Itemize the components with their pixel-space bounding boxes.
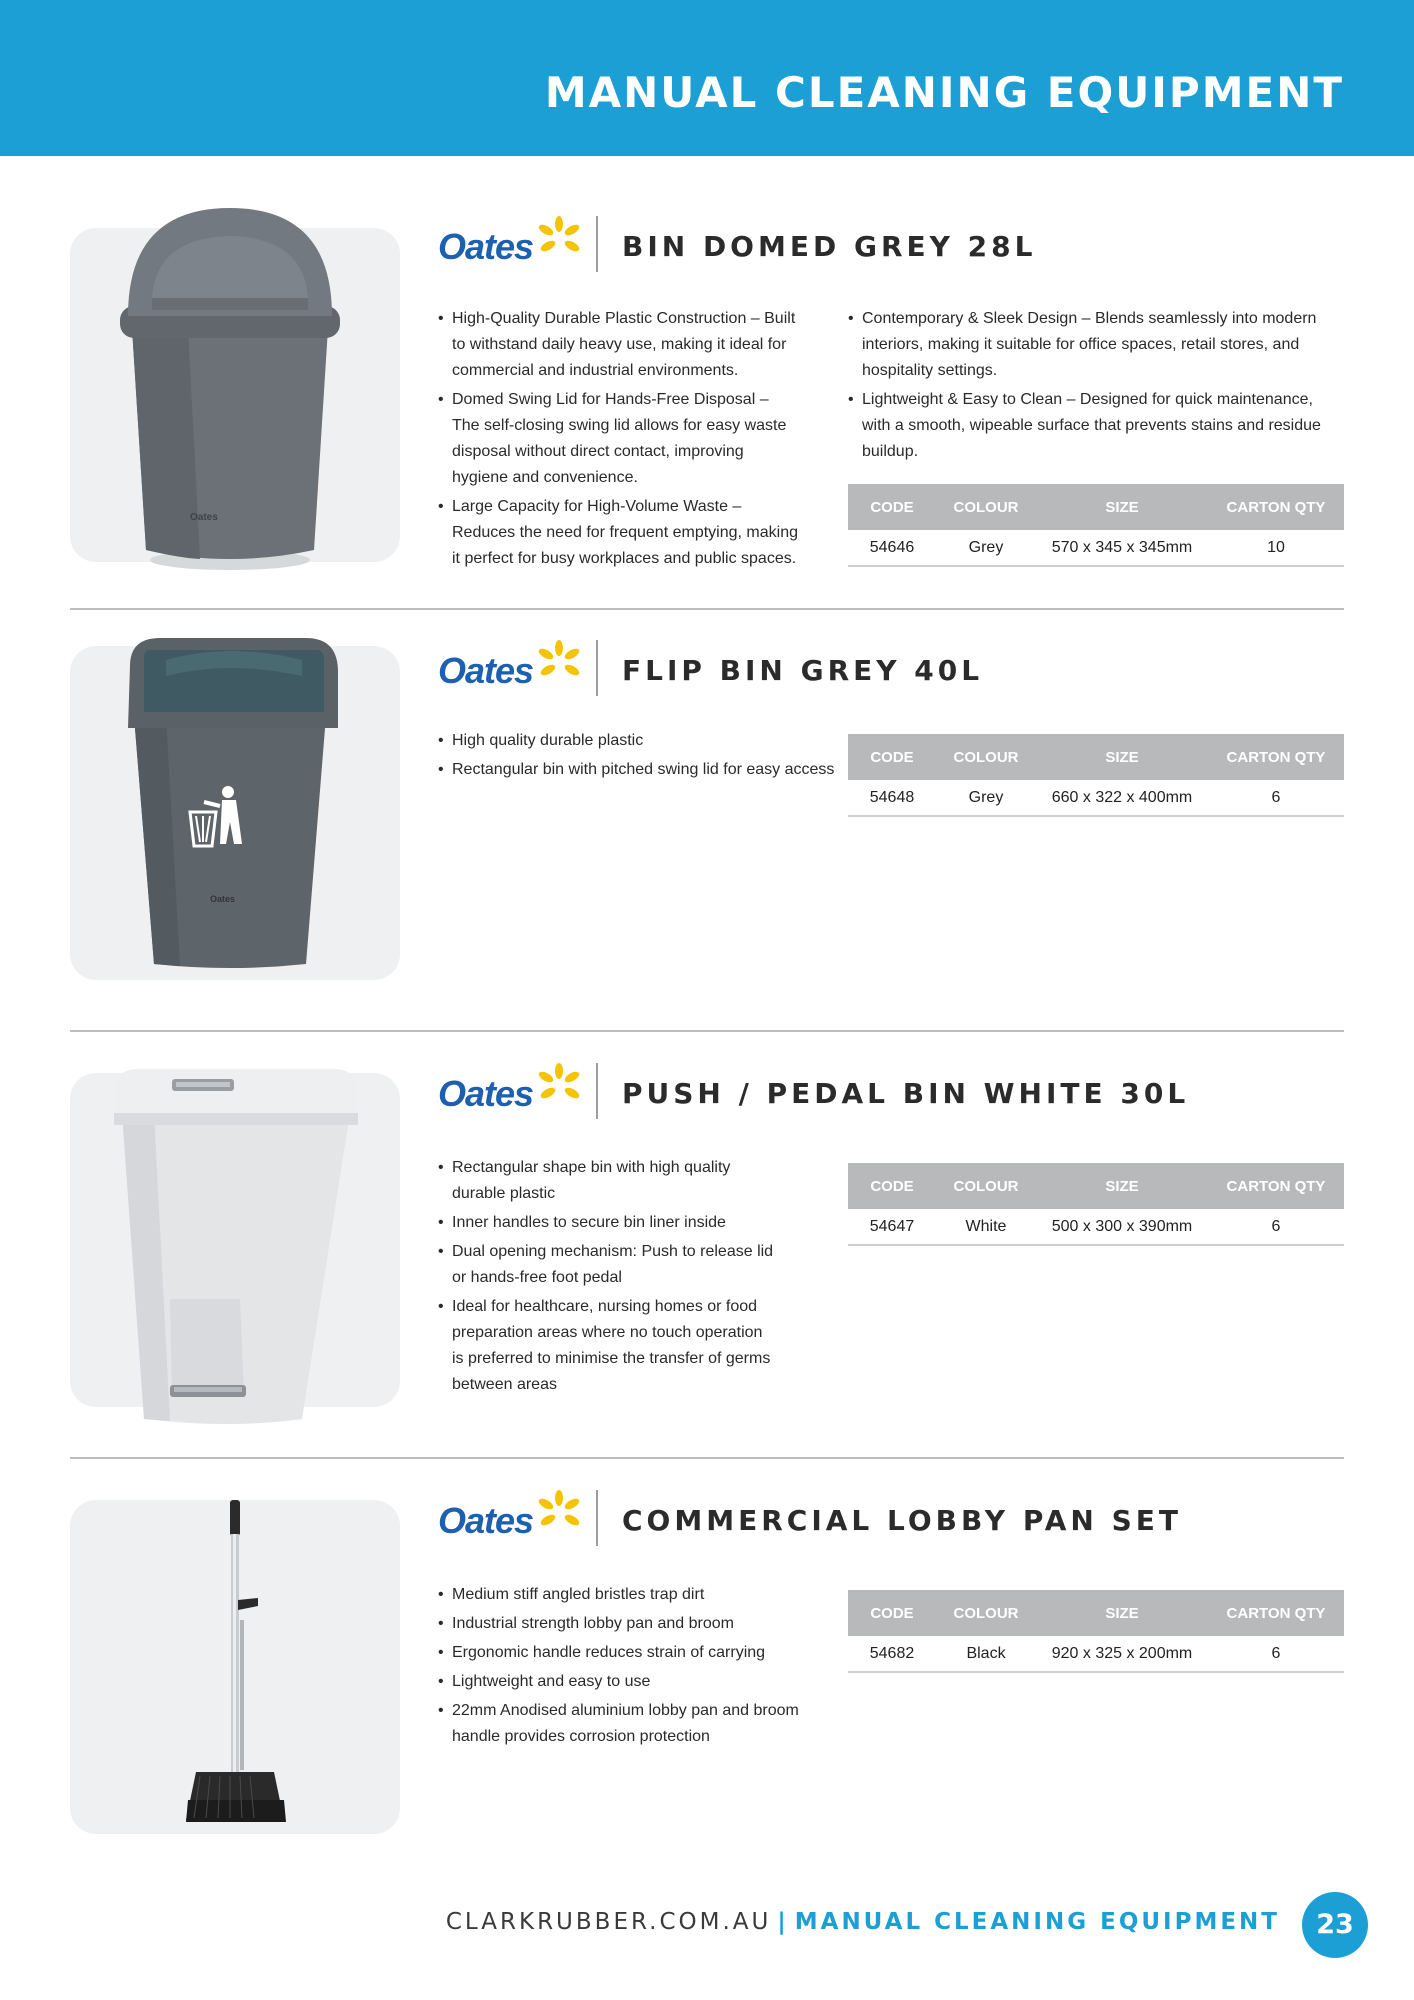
col-colour: COLOUR xyxy=(936,484,1036,530)
cell-colour: White xyxy=(936,1209,1036,1245)
feature-item: • Lightweight and easy to use xyxy=(438,1669,818,1695)
product-bin-domed xyxy=(70,216,1344,596)
table-row xyxy=(848,1636,1344,1672)
spec-header-row xyxy=(848,484,1344,530)
cell-colour: Grey xyxy=(936,780,1036,816)
svg-text:Oates: Oates xyxy=(190,512,218,523)
col-code: CODE xyxy=(848,734,936,780)
spec-table xyxy=(848,484,1344,567)
feature-item: • Ergonomic handle reduces strain of carrying xyxy=(438,1640,818,1666)
pedal-bin-illustration xyxy=(70,1073,400,1433)
domed-bin-illustration xyxy=(70,228,400,588)
feature-list-right xyxy=(848,306,1338,468)
col-code: CODE xyxy=(848,1590,936,1636)
feature-item: • Medium stiff angled bristles trap dirt xyxy=(438,1582,818,1608)
feature-list-left xyxy=(438,306,798,575)
cell-size: 500 x 300 x 390mm xyxy=(1036,1209,1208,1245)
product-flip-bin xyxy=(70,640,1344,1000)
spec-table xyxy=(848,734,1344,817)
col-size: SIZE xyxy=(1036,484,1208,530)
cell-code: 54682 xyxy=(848,1636,936,1672)
col-colour: COLOUR xyxy=(936,734,1036,780)
lobby-pan-illustration xyxy=(70,1500,400,1840)
page-header xyxy=(0,0,1414,156)
spec-header-row xyxy=(848,734,1344,780)
cell-code: 54647 xyxy=(848,1209,936,1245)
footer-separator: | xyxy=(777,1909,789,1935)
cell-colour: Black xyxy=(936,1636,1036,1672)
table-row xyxy=(848,530,1344,566)
cell-colour: Grey xyxy=(936,530,1036,566)
col-size: SIZE xyxy=(1036,1163,1208,1209)
col-colour: COLOUR xyxy=(936,1163,1036,1209)
product-lobby-pan-set xyxy=(70,1490,1344,1850)
feature-item: • Inner handles to secure bin liner inside xyxy=(438,1210,778,1236)
cell-carton-qty: 10 xyxy=(1208,530,1344,566)
website-link[interactable]: CLARKRUBBER.COM.AU xyxy=(445,1909,772,1935)
feature-item: • Ideal for healthcare, nursing homes or food preparation areas where no touch operation is preferred to minimise the transfer of germs between areas xyxy=(438,1294,778,1398)
cell-size: 920 x 325 x 200mm xyxy=(1036,1636,1208,1672)
page-number-badge: 23 xyxy=(1302,1892,1368,1958)
feature-item: • Industrial strength lobby pan and broom xyxy=(438,1611,818,1637)
title-separator xyxy=(596,1490,598,1546)
cell-carton-qty: 6 xyxy=(1208,1636,1344,1672)
product-title: BIN DOMED GREY 28L xyxy=(622,230,1037,263)
product-pedal-bin xyxy=(70,1063,1344,1443)
brand-name: Oates xyxy=(438,1073,534,1114)
product-title: PUSH / PEDAL BIN WHITE 30L xyxy=(622,1077,1190,1110)
page-footer xyxy=(446,1909,1280,1935)
brand-name: Oates xyxy=(438,1500,534,1541)
cell-size: 660 x 322 x 400mm xyxy=(1036,780,1208,816)
feature-item: • Dual opening mechanism: Push to release lid or hands-free foot pedal xyxy=(438,1239,778,1291)
feature-item: • Lightweight & Easy to Clean – Designed for quick maintenance, with a smooth, wipeable surface that prevents stains and residue buildup. xyxy=(848,387,1338,465)
brand-name: Oates xyxy=(438,650,534,691)
section-divider xyxy=(70,1030,1344,1032)
cell-code: 54646 xyxy=(848,530,936,566)
spec-header-row xyxy=(848,1163,1344,1209)
col-carton-qty: CARTON QTY xyxy=(1208,1163,1344,1209)
svg-text:Oates: Oates xyxy=(210,894,236,904)
spec-table xyxy=(848,1163,1344,1246)
col-carton-qty: CARTON QTY xyxy=(1208,1590,1344,1636)
spec-table xyxy=(848,1590,1344,1673)
spec-header-row xyxy=(848,1590,1344,1636)
feature-item: • Rectangular bin with pitched swing lid for easy access xyxy=(438,757,838,783)
table-row xyxy=(848,780,1344,816)
sunburst-logo-icon xyxy=(536,640,582,686)
col-colour: COLOUR xyxy=(936,1590,1036,1636)
cell-code: 54648 xyxy=(848,780,936,816)
col-carton-qty: CARTON QTY xyxy=(1208,734,1344,780)
feature-item: • Large Capacity for High-Volume Waste – Reduces the need for frequent emptying, making it perfect for busy workplaces and public spaces. xyxy=(438,494,798,572)
flip-bin-illustration xyxy=(70,646,400,986)
product-image xyxy=(70,228,400,562)
title-separator xyxy=(596,216,598,272)
oates-logo xyxy=(438,640,588,700)
section-divider xyxy=(70,1457,1344,1459)
cell-carton-qty: 6 xyxy=(1208,1209,1344,1245)
page-title: MANUAL CLEANING EQUIPMENT xyxy=(544,68,1344,117)
feature-list xyxy=(438,728,838,786)
product-image xyxy=(70,1500,400,1834)
oates-logo xyxy=(438,1063,588,1123)
sunburst-logo-icon xyxy=(536,1490,582,1536)
sunburst-logo-icon xyxy=(536,1063,582,1109)
title-separator xyxy=(596,1063,598,1119)
feature-item: • High quality durable plastic xyxy=(438,728,838,754)
feature-item: • Domed Swing Lid for Hands-Free Disposal – The self-closing swing lid allows for easy waste disposal without direct contact, improving hygiene and convenience. xyxy=(438,387,798,491)
feature-item: • 22mm Anodised aluminium lobby pan and broom handle provides corrosion protection xyxy=(438,1698,818,1750)
feature-item: • Contemporary & Sleek Design – Blends seamlessly into modern interiors, making it suitable for office spaces, retail stores, and hospitality settings. xyxy=(848,306,1338,384)
product-title: FLIP BIN GREY 40L xyxy=(622,654,984,687)
product-image xyxy=(70,646,400,980)
section-divider xyxy=(70,608,1344,610)
cell-carton-qty: 6 xyxy=(1208,780,1344,816)
feature-item: • High-Quality Durable Plastic Construction – Built to withstand daily heavy use, making it ideal for commercial and industrial environments. xyxy=(438,306,798,384)
table-row xyxy=(848,1209,1344,1245)
title-separator xyxy=(596,640,598,696)
cell-size: 570 x 345 x 345mm xyxy=(1036,530,1208,566)
feature-item: • Rectangular shape bin with high quality durable plastic xyxy=(438,1155,778,1207)
col-code: CODE xyxy=(848,484,936,530)
product-title: COMMERCIAL LOBBY PAN SET xyxy=(622,1504,1183,1537)
brand-name: Oates xyxy=(438,226,534,267)
footer-section-name: MANUAL CLEANING EQUIPMENT xyxy=(794,1909,1280,1935)
col-size: SIZE xyxy=(1036,1590,1208,1636)
oates-logo xyxy=(438,216,588,276)
oates-logo xyxy=(438,1490,588,1550)
feature-list xyxy=(438,1582,818,1753)
sunburst-logo-icon xyxy=(536,216,582,262)
col-carton-qty: CARTON QTY xyxy=(1208,484,1344,530)
col-code: CODE xyxy=(848,1163,936,1209)
feature-list xyxy=(438,1155,778,1401)
col-size: SIZE xyxy=(1036,734,1208,780)
product-image xyxy=(70,1073,400,1407)
